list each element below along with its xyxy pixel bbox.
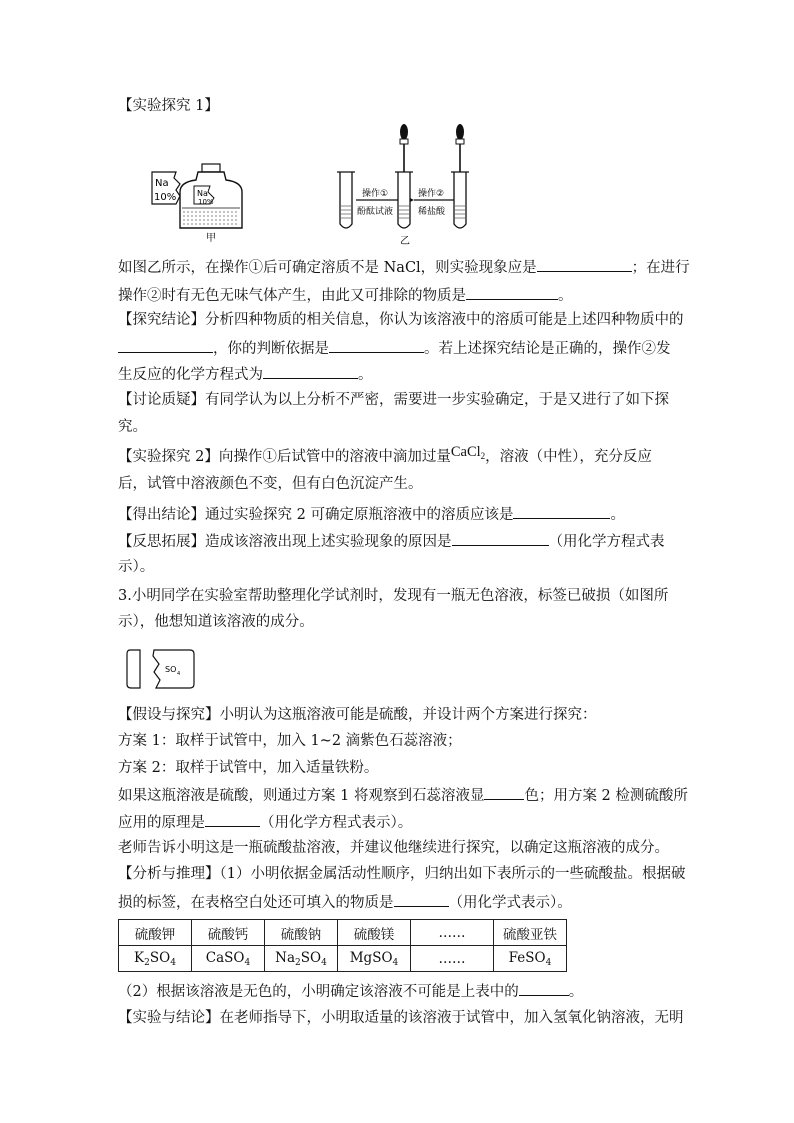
operation-2-label: 操作② xyxy=(418,189,445,199)
question-line-10: 【得出结论】通过实验探究 2 可确定原瓶溶液中的溶质应该是 。 xyxy=(118,503,625,525)
torn-label-icon xyxy=(152,172,180,204)
torn-label-pct: 10% xyxy=(154,192,177,203)
table-row-names xyxy=(119,920,567,946)
table-cell: …… xyxy=(411,920,494,946)
table-row-formulas xyxy=(119,946,567,972)
answer-blank-excluded-substance[interactable] xyxy=(466,284,558,300)
question-line-7: 究。 xyxy=(118,419,147,435)
question-line-9: 后，试管中溶液颜色不变，但有白色沉淀产生。 xyxy=(118,476,423,492)
question-line-5: 生反应的化学方程式为 。 xyxy=(118,363,373,385)
answer-blank-solute-final[interactable] xyxy=(513,503,610,519)
answer-blank-litmus-color[interactable] xyxy=(484,784,524,800)
table-cell: 硫酸钙 xyxy=(192,920,265,946)
question-line-20: 老师告诉小明这是一瓶硫酸盐溶液，并建议他继续进行探究，以确定这瓶溶液的成分。 xyxy=(118,840,669,856)
question-line-16: 方案 1：取样于试管中，加入 1~2 滴紫色石蕊溶液； xyxy=(118,733,462,749)
answer-blank-principle[interactable] xyxy=(205,811,260,827)
table-cell: 硫酸亚铁 xyxy=(494,920,567,946)
question-line-18: 如果这瓶溶液是硫酸，则通过方案 1 将观察到石蕊溶液显 色；用方案 2 检测硫酸所 xyxy=(118,784,688,806)
answer-blank-excluded-salt[interactable] xyxy=(519,980,569,996)
caption-jia: 甲 xyxy=(206,233,216,244)
answer-blank-equation-1[interactable] xyxy=(263,363,358,379)
caption-yi: 乙 xyxy=(400,236,410,245)
table-cell: 硫酸钠 xyxy=(265,920,338,946)
section-heading-experiment-1: 【实验探究 1】 xyxy=(118,98,219,114)
table-cell: MgSO$_4$ xyxy=(338,946,411,972)
operation-1-label: 操作① xyxy=(362,189,389,199)
table-cell: $Na_2SO_4$ xyxy=(265,946,338,972)
bottle-label-pct: 10% xyxy=(198,198,214,206)
question-line-19: 应用的原理是 （用化学方程式表示）。 xyxy=(118,811,412,833)
torn-label-na: Na xyxy=(155,178,169,189)
question-line-23: （2）根据该溶液是无色的，小明确定该溶液不可能是上表中的 。 xyxy=(118,980,583,1002)
table-cell: $K_2SO_4$ xyxy=(119,946,192,972)
sulfate-table xyxy=(118,919,567,972)
question-line-6: 【讨论质疑】有同学认为以上分析不严密，需要进一步实验确定，于是又进行了如下探 xyxy=(118,392,669,408)
answer-blank-solute[interactable] xyxy=(118,337,213,353)
question-line-4: ，你的判断依据是 。若上述探究结论是正确的，操作②发 xyxy=(118,337,671,359)
torn-sulfate-label-figure xyxy=(126,646,196,690)
question-line-17: 方案 2：取样于试管中，加入适量铁粉。 xyxy=(118,760,379,776)
question-line-2: 操作②时有无色无味气体产生，由此又可排除的物质是 。 xyxy=(118,284,573,306)
question-line-24: 【实验与结论】在老师指导下，小明取适量的该溶液于试管中，加入氢氧化钠溶液，无明 xyxy=(118,1010,684,1026)
question-line-14: 示），他想知道该溶液的成分。 xyxy=(118,614,314,630)
table-cell: 硫酸钾 xyxy=(119,920,192,946)
test-tube-2-icon xyxy=(395,172,413,228)
question-line-15: 【假设与探究】小明认为这瓶溶液可能是硫酸，并设计两个方案进行探究： xyxy=(118,707,597,723)
label-fragment-so: SO xyxy=(165,665,177,674)
question-line-11: 【反思拓展】造成该溶液出现上述实验现象的原因是 （用化学方程式表 xyxy=(118,530,665,552)
apparatus-figure xyxy=(150,120,480,245)
question-line-1: 如图乙所示，在操作①后可确定溶质不是 NaCl，则实验现象应是 ；在进行 xyxy=(118,256,690,278)
table-cell[interactable]: …… xyxy=(411,946,494,972)
question-line-13: 3.小明同学在实验室帮助整理化学试剂时，发现有一瓶无色溶液，标签已破损（如图所 xyxy=(118,588,669,604)
table-cell: CaSO$_4$ xyxy=(192,946,265,972)
question-line-8: 【实验探究 2】向操作①后试管中的溶液中滴加过量CaCl$_2$，溶液（中性），充分反应 xyxy=(118,444,652,465)
answer-blank-basis[interactable] xyxy=(329,337,424,353)
label-fragment-sub: 4 xyxy=(177,671,181,677)
question-line-21: 【分析与推理】（1）小明依据金属活动性顺序，归纳出如下表所示的一些硫酸盐。根据破 xyxy=(118,866,686,882)
test-tube-3-icon xyxy=(451,172,469,228)
question-line-12: 示）。 xyxy=(118,559,155,575)
bottle-label-na: Na xyxy=(197,189,208,198)
answer-blank-equation-2[interactable] xyxy=(452,530,549,546)
reagent-1-label: 酚酞试液 xyxy=(357,207,394,217)
reagent-bottle-icon xyxy=(180,164,242,228)
answer-blank-observation[interactable] xyxy=(537,256,632,272)
question-line-3: 【探究结论】分析四种物质的相关信息，你认为该溶液中的溶质可能是上述四种物质中的 xyxy=(118,312,684,328)
answer-blank-table-fill[interactable] xyxy=(394,891,449,907)
table-cell: FeSO$_4$ xyxy=(494,946,567,972)
table-cell: 硫酸镁 xyxy=(338,920,411,946)
reagent-2-label: 稀盐酸 xyxy=(418,207,446,217)
test-tube-1-icon xyxy=(337,172,355,228)
question-line-22: 损的标签，在表格空白处还可填入的物质是 （用化学式表示）。 xyxy=(118,891,572,913)
